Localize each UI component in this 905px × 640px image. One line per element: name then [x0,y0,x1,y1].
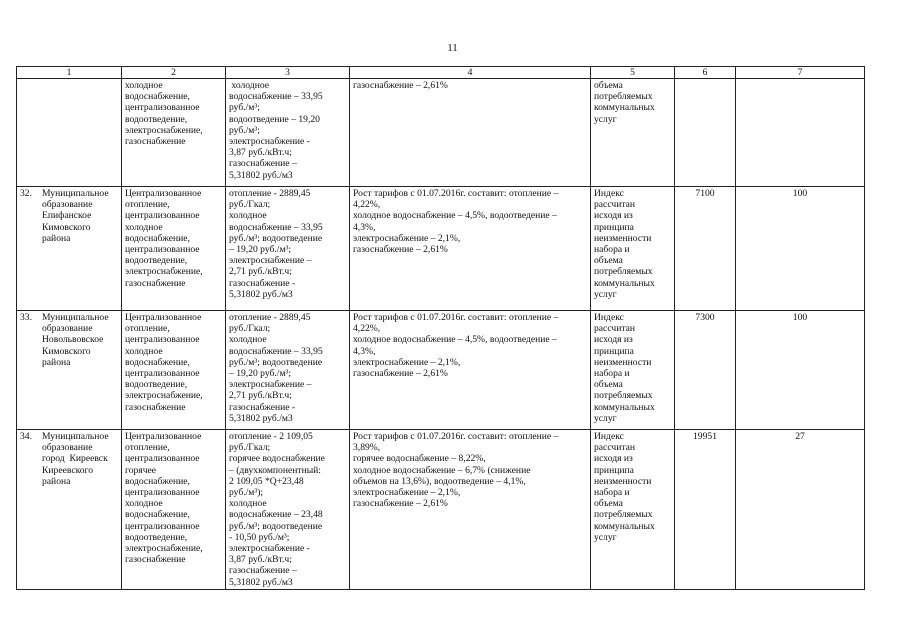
cell-line: принципа [594,464,634,476]
cell-line: 5,31802 руб./м3 [229,412,293,424]
cell-line: газоснабжение – 2,61% [353,80,448,91]
value-col-7-cell: 27 [736,430,865,590]
index-note-cell [591,187,675,311]
cell-line: руб./м³; [229,102,260,114]
cell-line: холодное [125,80,163,91]
cell-line: объема [594,255,623,267]
cell-line: 3,89%, [353,442,381,454]
cell-line: горячее водоснабжение – 8,22%, [353,453,486,465]
cell-line: Индекс [594,312,624,323]
cell-line: 4,22%, [353,323,381,335]
cell-line: горячее водоснабжение [229,453,325,465]
index-note-cell [591,311,675,430]
cell-line: водоснабжение, [125,475,190,487]
cell-line: объема [594,498,623,510]
cell-line: объемов на 13,6%), водоотведение – 4,1%, [353,475,526,487]
value-col-6-cell [675,79,736,187]
services-cell [122,311,226,430]
cell-line: неизменности [594,475,652,487]
cell-line: Новольвовское [42,334,104,346]
cell-line: отопление, [125,323,170,335]
cell-line: неизменности [594,356,652,368]
cell-line: централизованное [125,487,200,499]
cell-line: водоотведение, [125,531,188,543]
cell-line: руб./м³); [229,487,264,499]
cell-line: газоснабжение [125,277,186,289]
cell-line: - 10,50 руб./м³; [229,531,290,543]
cell-line: отопление - 2889,45 [229,188,311,199]
municipality-cell [17,311,122,430]
cell-line: Муниципальное [42,188,109,199]
table-row [17,79,865,187]
cell-line: руб./Гкал; [229,323,271,335]
municipality-cell [17,79,122,187]
cell-line: электроснабжение - [229,136,310,148]
cell-line: холодное [125,345,163,357]
header-col-6: 6 [675,67,736,79]
cell-line: – (двухкомпонентный: [229,464,321,476]
cell-line: отопление, [125,199,170,211]
cell-line: водоснабжение, [125,91,190,103]
row-index: 34. [20,431,32,442]
cell-line: Централизованное [125,188,202,199]
cell-line: руб./м³; водоотведение [229,520,323,532]
cell-line: услуг [594,288,617,300]
cell-line: коммунальных [594,401,655,413]
cell-line: Индекс [594,431,624,442]
cell-line: Епифанское [42,210,92,222]
cell-line: водоснабжение – 33,95 [229,345,323,357]
value-col-7-cell [736,79,865,187]
growth-cell [350,187,591,311]
growth-cell [350,311,591,430]
cell-line: Рост тарифов с 01.07.2016г. составит: отопление – [353,431,559,442]
cell-line: электроснабжение – [229,379,312,391]
header-col-3: 3 [226,67,350,79]
header-col-4: 4 [350,67,591,79]
header-col-5: 5 [591,67,675,79]
cell-line: газоснабжение – [229,158,297,170]
cell-line: рассчитан [594,323,636,335]
cell-line: 4,3%, [353,221,376,233]
cell-line: холодное [125,498,163,510]
cell-line: района [42,475,71,487]
cell-line: 5,31802 руб./м3 [229,169,293,181]
cell-line: руб./м³; водоотведение [229,232,323,244]
cell-line: Рост тарифов с 01.07.2016г. составит: отопление – [353,312,559,323]
cell-line: услуг [594,531,617,543]
cell-line: 4,3%, [353,345,376,357]
cell-line: образование [42,442,93,454]
cell-line: водоснабжение – 23,48 [229,509,323,521]
header-col-1: 1 [17,67,122,79]
cell-line: холодное [229,334,267,346]
cell-line: водоснабжение, [125,356,190,368]
cell-line: Централизованное [125,431,202,442]
cell-line: водоотведение, [125,113,188,125]
cell-line: руб./м³; [229,124,260,136]
cell-line: исходя из [594,210,633,222]
cell-line: услуг [594,113,617,125]
cell-line: Кимовского [42,345,91,357]
cell-line: руб./Гкал; [229,442,271,454]
cell-line: образование [42,199,93,211]
municipality-cell [17,187,122,311]
cell-line: отопление - 2 109,05 [229,431,313,442]
cell-line: электроснабжение - [229,543,310,555]
cell-line: потребляемых [594,390,653,402]
tariffs-cell [226,187,350,311]
cell-line: неизменности [594,232,652,244]
cell-line: электроснабжение, [125,543,203,555]
cell-line: газоснабжение – 2,61% [353,368,448,380]
cell-line: водоснабжение, [125,509,190,521]
cell-line: газоснабжение – 2,61% [353,498,448,510]
cell-line: коммунальных [594,102,655,114]
cell-line: 5,31802 руб./м3 [229,576,293,588]
cell-line: руб./м³; водоотведение [229,356,323,368]
tariff-table [16,66,865,590]
row-index: 32. [20,188,32,199]
growth-cell [350,430,591,590]
cell-line: электроснабжение – [229,255,312,267]
cell-line: водоснабжение, [125,232,190,244]
cell-line: 3,87 руб./кВт.ч; [229,147,292,159]
tariffs-cell [226,79,350,187]
cell-line: 5,31802 руб./м3 [229,288,293,300]
cell-line: набора и [594,487,630,499]
cell-line: объема [594,80,623,91]
cell-line: газоснабжение – 2,61% [353,244,448,256]
cell-line: потребляемых [594,266,653,278]
header-col-2: 2 [122,67,226,79]
header-col-7: 7 [736,67,865,79]
cell-line: электроснабжение – 2,1%, [353,232,461,244]
cell-line: холодное водоснабжение – 4,5%, водоотведение – [353,210,557,222]
cell-line: холодное [229,498,267,510]
index-note-cell [591,430,675,590]
table-row [17,311,865,430]
cell-line: Централизованное [125,312,202,323]
table-row [17,430,865,590]
header-row [17,67,865,79]
cell-line: газоснабжение [125,136,186,148]
cell-line: водоснабжение – 33,95 [229,221,323,233]
services-cell [122,187,226,311]
cell-line: Рост тарифов с 01.07.2016г. составит: отопление – [353,188,559,199]
cell-line: Муниципальное [42,312,109,323]
cell-line: холодное водоснабжение – 6,7% (снижение [353,464,531,476]
table-row [17,187,865,311]
cell-line: газоснабжение – [229,565,297,577]
services-cell [122,79,226,187]
cell-line: Кимовского [42,221,91,233]
cell-line: газоснабжение - [229,277,296,289]
cell-line: отопление, [125,442,170,454]
cell-line: газоснабжение [125,401,186,413]
cell-line: Индекс [594,188,624,199]
cell-line: руб./Гкал; [229,199,271,211]
cell-line: 2 109,05 *Q+23,48 [229,475,304,487]
value-col-6-cell: 19951 [675,430,736,590]
cell-line: электроснабжение, [125,390,203,402]
cell-line: района [42,356,71,368]
cell-line: принципа [594,221,634,233]
cell-line: газоснабжение - [229,401,296,413]
cell-line: отопление - 2889,45 [229,312,311,323]
cell-line: – 19,20 руб./м³; [229,368,292,380]
cell-line: централизованное [125,453,200,465]
cell-line: водоснабжение – 33,95 [229,91,323,103]
cell-line: централизованное [125,210,200,222]
cell-line: город Киреевск [42,453,108,465]
cell-line: объема [594,379,623,391]
cell-line: централизованное [125,334,200,346]
cell-line: холодное [229,80,269,91]
cell-line: потребляемых [594,509,653,521]
cell-line: газоснабжение [125,554,186,566]
municipality-cell [17,430,122,590]
cell-line: централизованное [125,102,200,114]
value-col-7-cell: 100 [736,187,865,311]
cell-line: услуг [594,412,617,424]
cell-line: коммунальных [594,277,655,289]
cell-line: водоотведение, [125,379,188,391]
cell-line: исходя из [594,453,633,465]
cell-line: горячее [125,464,157,476]
cell-line: района [42,232,71,244]
value-col-7-cell: 100 [736,311,865,430]
cell-line: 3,87 руб./кВт.ч; [229,554,292,566]
value-col-6-cell: 7300 [675,311,736,430]
cell-line: водоотведение – 19,20 [229,113,320,125]
cell-line: электроснабжение, [125,124,203,136]
cell-line: образование [42,323,93,335]
cell-line: потребляемых [594,91,653,103]
cell-line: набора и [594,368,630,380]
page-number: 11 [447,42,458,54]
cell-line: 2,71 руб./кВт.ч; [229,266,292,278]
cell-line: централизованное [125,244,200,256]
cell-line: 2,71 руб./кВт.ч; [229,390,292,402]
cell-line: Киреевского [42,464,94,476]
cell-line: принципа [594,345,634,357]
cell-line: исходя из [594,334,633,346]
cell-line: Муниципальное [42,431,109,442]
cell-line: электроснабжение – 2,1%, [353,356,461,368]
cell-line: электроснабжение – 2,1%, [353,487,461,499]
tariffs-cell [226,311,350,430]
row-index: 33. [20,312,32,323]
cell-line: 4,22%, [353,199,381,211]
tariffs-cell [226,430,350,590]
cell-line: рассчитан [594,442,636,454]
cell-line: – 19,20 руб./м³; [229,244,292,256]
value-col-6-cell: 7100 [675,187,736,311]
cell-line: водоотведение, [125,255,188,267]
growth-cell [350,79,591,187]
cell-line: рассчитан [594,199,636,211]
cell-line: холодное водоснабжение – 4,5%, водоотведение – [353,334,557,346]
cell-line: набора и [594,244,630,256]
cell-line: централизованное [125,368,200,380]
cell-line: холодное [125,221,163,233]
cell-line: холодное [229,210,267,222]
cell-line: централизованное [125,520,200,532]
cell-line: электроснабжение, [125,266,203,278]
services-cell [122,430,226,590]
cell-line: коммунальных [594,520,655,532]
index-note-cell [591,79,675,187]
